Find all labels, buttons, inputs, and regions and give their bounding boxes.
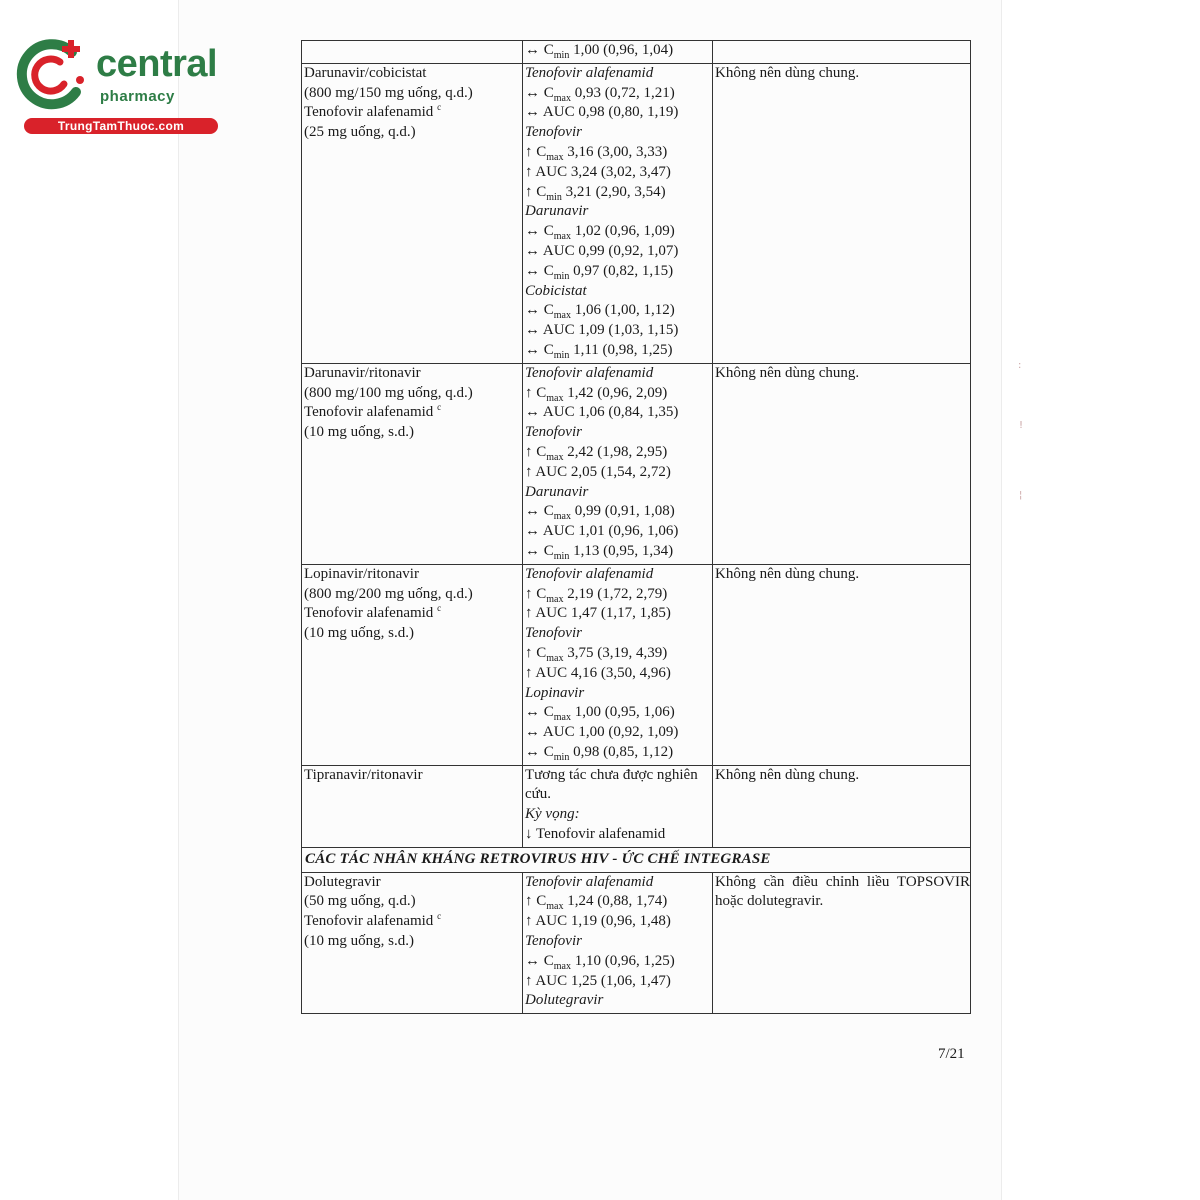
table-cell-effect: [523, 363, 713, 564]
table-cell-recommendation: [713, 41, 971, 64]
table-section-row: [302, 847, 971, 872]
table-cell-effect: [523, 63, 713, 363]
text-line: Tương tác chưa được nghiên cứu.: [525, 766, 698, 803]
text-line: ↔ AUC 1,00 (0,92, 1,09): [525, 724, 679, 741]
logo-brand-text: central: [96, 43, 218, 85]
interaction-table: [301, 40, 971, 1014]
text-line: ↑ AUC 1,25 (1,06, 1,47): [525, 972, 671, 989]
text-line: ↔ AUC 1,06 (0,84, 1,35): [525, 404, 679, 421]
drug-label: Lopinavir: [525, 684, 585, 701]
text-line: ↔ AUC 1,09 (1,03, 1,15): [525, 322, 679, 339]
text-line: Tenofovir alafenamid $^c$: [304, 402, 442, 421]
table-row: [302, 765, 971, 847]
text-line: ↔ $C_{max}$ 1,06 (1,00, 1,12): [525, 302, 675, 322]
drug-label: Tenofovir alafenamid: [525, 64, 654, 81]
text-line: (800 mg/150 mg uống, q.d.): [304, 84, 473, 101]
text-line: Tenofovir alafenamid $^c$: [304, 102, 442, 121]
text-line: Tenofovir alafenamid $^c$: [304, 603, 442, 622]
table-cell-drug: [302, 363, 523, 564]
text-line: Tenofovir alafenamid $^c$: [304, 911, 442, 930]
text-line: Lopinavir/ritonavir: [304, 565, 419, 582]
drug-label: Tenofovir: [525, 933, 582, 950]
text-line: ↔ AUC 0,98 (0,80, 1,19): [525, 104, 679, 121]
text-line: ↑ $C_{max}$ 1,24 (0,88, 1,74): [525, 893, 668, 913]
text-line: Dolutegravir: [304, 873, 381, 890]
section-heading: CÁC TÁC NHÂN KHÁNG RETROVIRUS HIV - ỨC CHẾ INTEGRASE: [302, 847, 971, 872]
recommendation-text: Không nên dùng chung.: [715, 766, 860, 783]
text-line: ↑ AUC 1,47 (1,17, 1,85): [525, 605, 671, 622]
text-line: (800 mg/200 mg uống, q.d.): [304, 585, 473, 602]
text-line: (10 mg uống, s.d.): [304, 424, 414, 441]
text-line: ↔ $C_{max}$ 1,02 (0,96, 1,09): [525, 223, 675, 243]
text-line: ↑ $C_{max}$ 2,42 (1,98, 2,95): [525, 443, 668, 463]
text-line: ↔ $C_{max}$ 1,10 (0,96, 1,25): [525, 952, 675, 972]
drug-label: Cobicistat: [525, 282, 587, 299]
table-row: [302, 564, 971, 765]
text-line: ↔ $C_{min}$ 1,00 (0,96, 1,04): [525, 42, 674, 61]
table-cell-effect: [523, 564, 713, 765]
drug-label: Tenofovir: [525, 424, 582, 441]
text-line: ↑ $C_{max}$ 3,16 (3,00, 3,33): [525, 143, 668, 163]
text-line: Tipranavir/ritonavir: [304, 766, 423, 783]
drug-label: Darunavir: [525, 483, 589, 500]
recommendation-text: Không nên dùng chung.: [715, 64, 860, 81]
text-line: ↑ $C_{min}$ 3,21 (2,90, 3,54): [525, 183, 666, 203]
scan-mark: :: [1018, 360, 1022, 371]
table-cell-recommendation: [713, 872, 971, 1014]
text-line: ↔ $C_{max}$ 1,00 (0,95, 1,06): [525, 704, 675, 724]
text-line: (800 mg/100 mg uống, q.d.): [304, 384, 473, 401]
drug-label: Tenofovir alafenamid: [525, 565, 654, 582]
text-line: ↔ $C_{max}$ 0,99 (0,91, 1,08): [525, 503, 675, 523]
table-cell-recommendation: [713, 564, 971, 765]
drug-label: Tenofovir: [525, 124, 582, 141]
recommendation-text: Không cần điều chỉnh liều TOPSOVIR hoặc dolutegravir.: [715, 873, 970, 910]
drug-label: Tenofovir: [525, 625, 582, 642]
table-cell-effect: [523, 872, 713, 1014]
text-line: ↔ $C_{min}$ 0,97 (0,82, 1,15): [525, 262, 674, 282]
text-line: ↔ $C_{min}$ 0,98 (0,85, 1,12): [525, 743, 674, 763]
table-row: [302, 872, 971, 1014]
drug-label: Tenofovir alafenamid: [525, 364, 654, 381]
text-line: ↑ AUC 3,24 (3,02, 3,47): [525, 163, 671, 180]
drug-label: Kỳ vọng:: [525, 806, 580, 823]
text-line: ↔ $C_{max}$ 0,93 (0,72, 1,21): [525, 84, 675, 104]
logo-sub-text: pharmacy: [100, 88, 175, 105]
table-row: [302, 63, 971, 363]
page-number: 7/21: [938, 1046, 965, 1062]
text-line: ↓ Tenofovir alafenamid: [525, 826, 666, 843]
text-line: (25 mg uống, q.d.): [304, 124, 416, 141]
text-line: ↑ $C_{max}$ 1,42 (0,96, 2,09): [525, 384, 668, 404]
logo-c-mark-icon: [10, 36, 94, 116]
text-line: (50 mg uống, q.d.): [304, 893, 416, 910]
table-cell-drug: [302, 765, 523, 847]
table-cell-drug: [302, 41, 523, 64]
recommendation-text: Không nên dùng chung.: [715, 364, 860, 381]
drug-label: Tenofovir alafenamid: [525, 873, 654, 890]
text-line: Darunavir/cobicistat: [304, 64, 427, 81]
table-cell-effect: [523, 41, 713, 64]
logo-url-badge[interactable]: TrungTamThuoc.com: [24, 118, 218, 134]
text-line: ↑ AUC 2,05 (1,54, 2,72): [525, 463, 671, 480]
text-line: ↑ $C_{max}$ 3,75 (3,19, 4,39): [525, 644, 668, 664]
table-cell-drug: [302, 63, 523, 363]
table-cell-drug: [302, 564, 523, 765]
text-line: ↑ AUC 4,16 (3,50, 4,96): [525, 664, 671, 681]
text-line: (10 mg uống, s.d.): [304, 625, 414, 642]
drug-label: Dolutegravir: [525, 992, 604, 1009]
table-cell-recommendation: [713, 63, 971, 363]
text-line: (10 mg uống, s.d.): [304, 933, 414, 950]
table-cell-recommendation: [713, 363, 971, 564]
text-line: ↔ $C_{min}$ 1,11 (0,98, 1,25): [525, 341, 673, 361]
table-cell-effect: [523, 765, 713, 847]
recommendation-text: Không nên dùng chung.: [715, 565, 860, 582]
text-line: ↑ $C_{max}$ 2,19 (1,72, 2,79): [525, 585, 668, 605]
central-pharmacy-logo[interactable]: [10, 36, 218, 136]
table-cell-drug: [302, 872, 523, 1014]
text-line: ↔ $C_{min}$ 1,13 (0,95, 1,34): [525, 542, 674, 562]
scan-mark: !: [1019, 420, 1024, 431]
text-line: Darunavir/ritonavir: [304, 364, 421, 381]
table-cell-recommendation: [713, 765, 971, 847]
drug-label: Darunavir: [525, 203, 589, 220]
scan-mark: ¦: [1019, 490, 1023, 501]
text-line: ↔ AUC 0,99 (0,92, 1,07): [525, 242, 679, 259]
text-line: ↑ AUC 1,19 (0,96, 1,48): [525, 913, 671, 930]
table-row: [302, 363, 971, 564]
text-line: ↔ AUC 1,01 (0,96, 1,06): [525, 523, 679, 540]
table-row: [302, 41, 971, 64]
